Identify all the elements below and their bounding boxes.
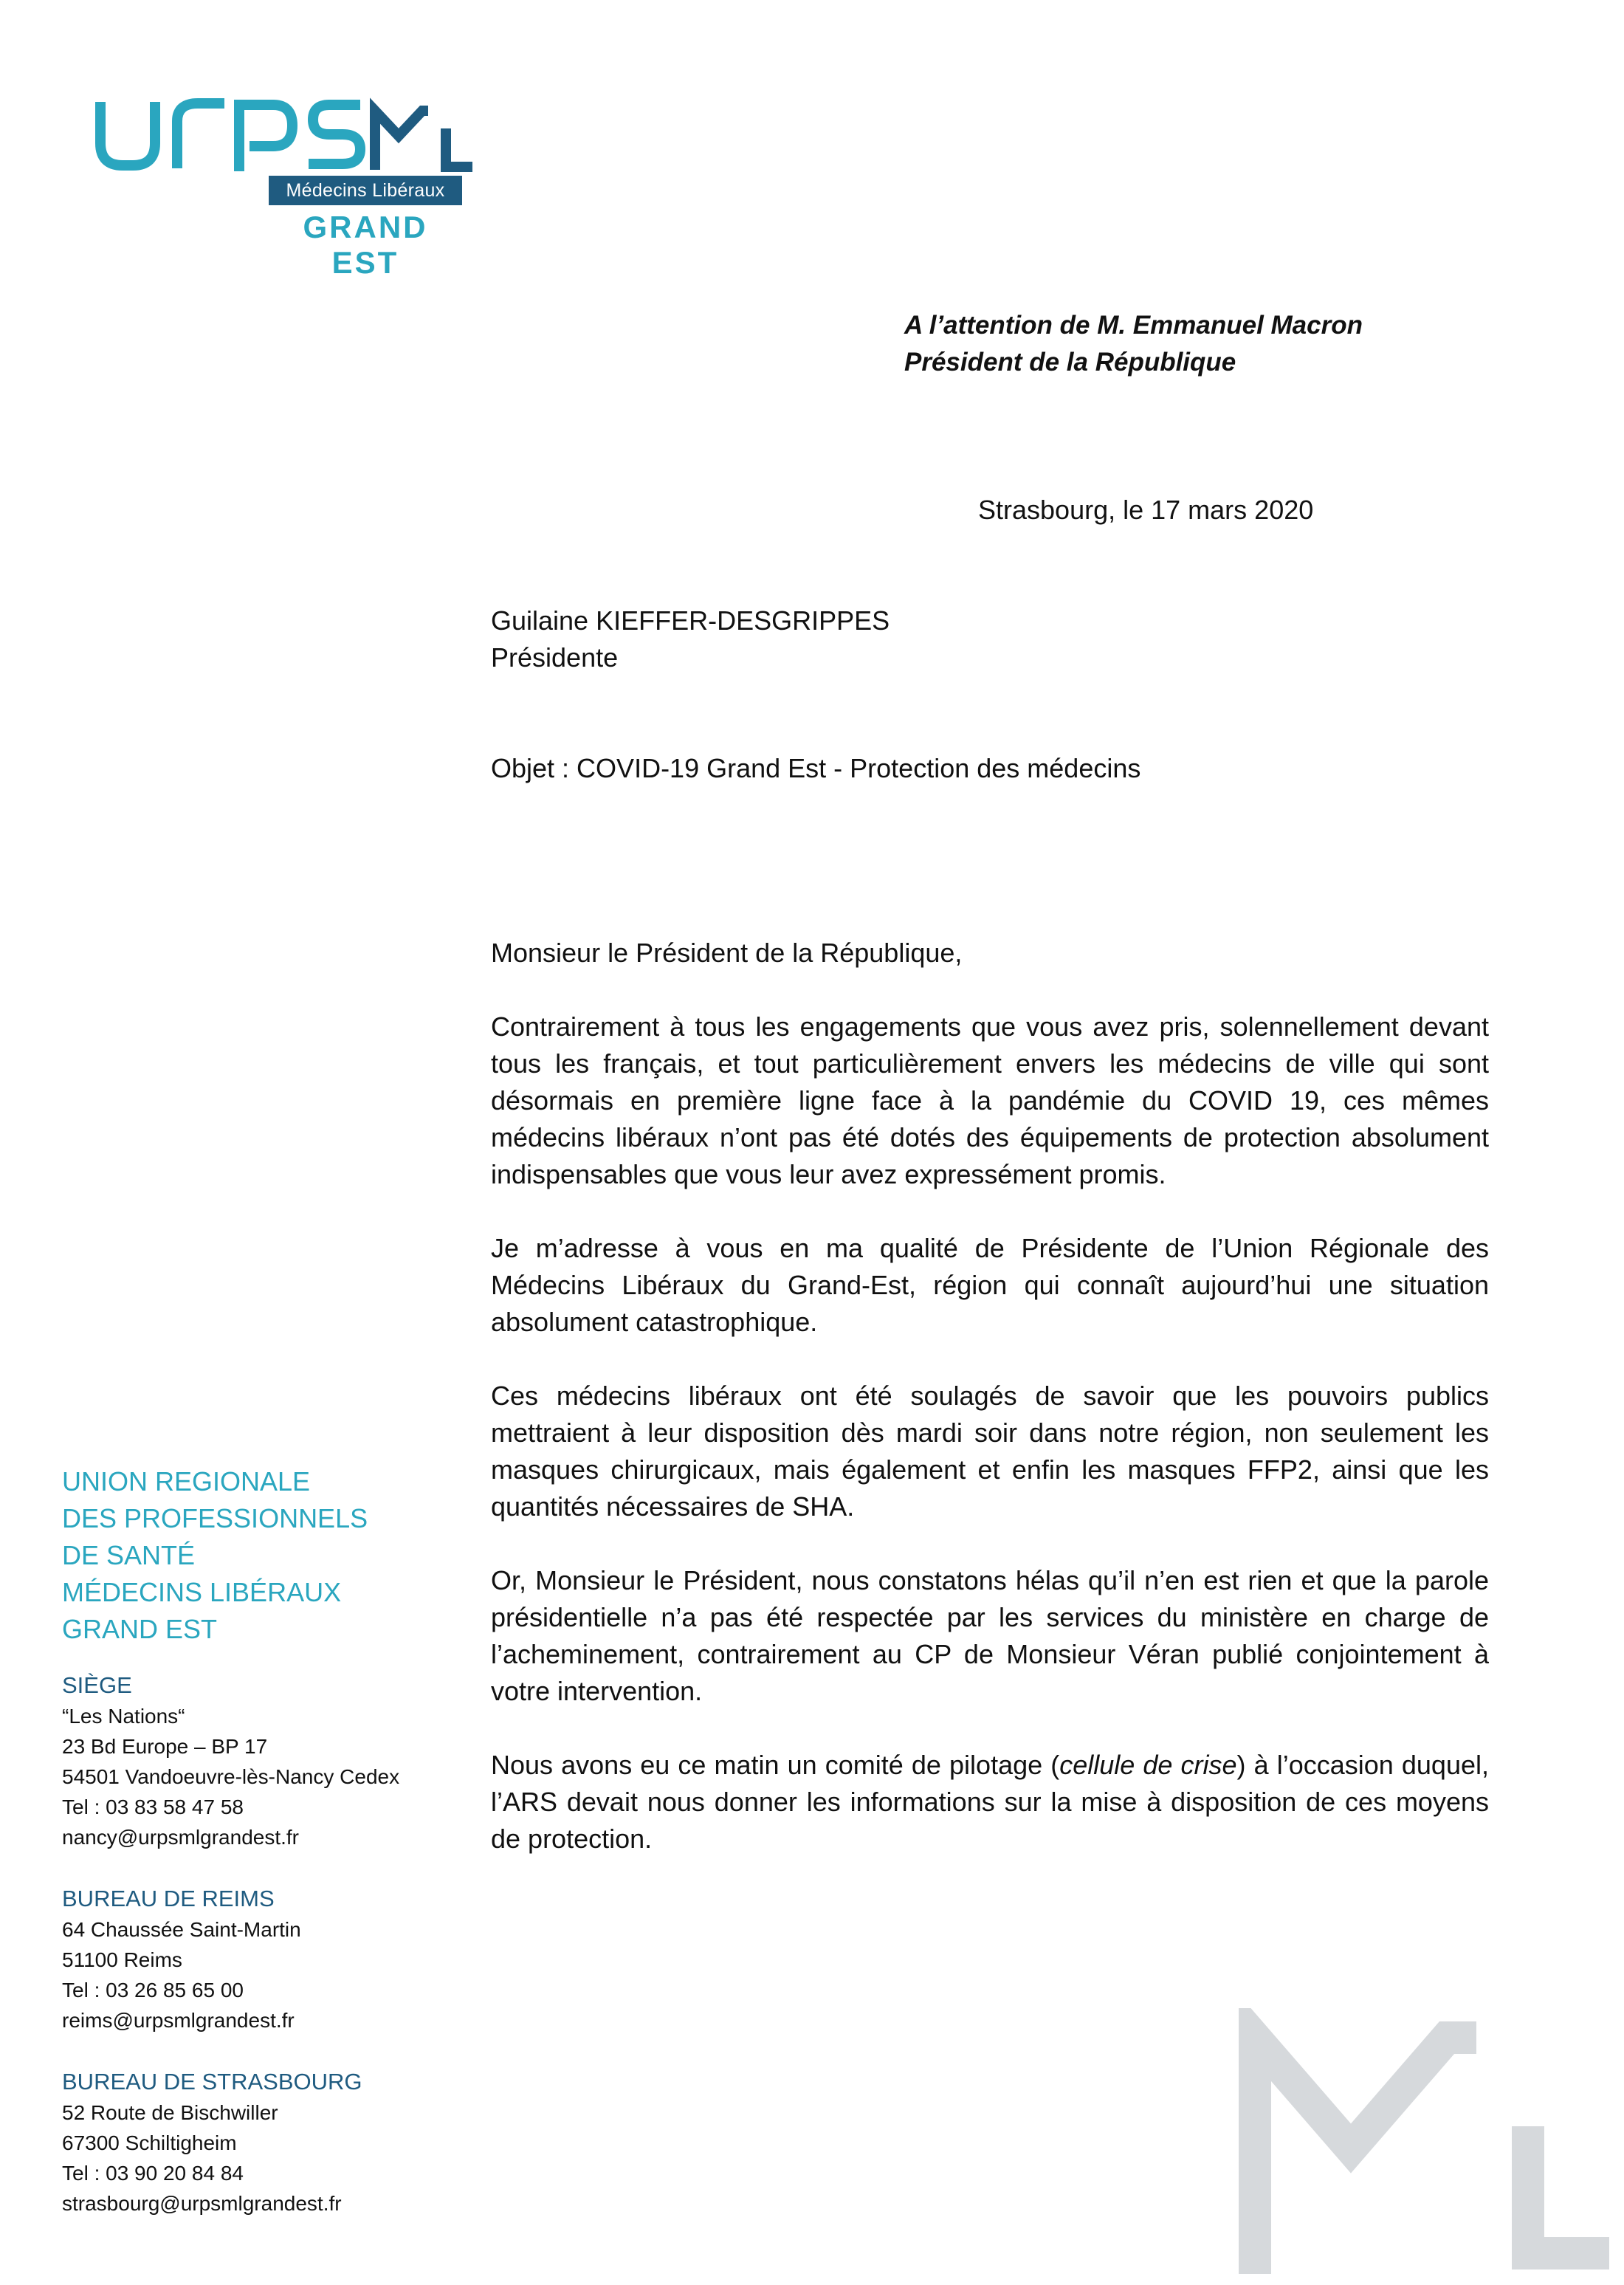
office-line: 64 Chaussée Saint-Martin (62, 1918, 301, 1941)
org-line: GRAND EST (62, 1614, 218, 1644)
office-line: 67300 Schiltigheim (62, 2131, 237, 2154)
office-line: Tel : 03 83 58 47 58 (62, 1796, 244, 1818)
office-siege (62, 1670, 475, 1852)
paragraph-5-start: Nous avons eu ce matin un comité de pilotage ( (491, 1750, 1060, 1780)
paragraph-2: Je m’adresse à vous en ma qualité de Présidente de l’Union Régionale des Médecins Libéraux du Grand-Est, région qui connaît aujourd’hui une situation absolument catastrophique. (491, 1233, 1489, 1337)
letter-body (491, 935, 1489, 1894)
date-line: Strasbourg, le 17 mars 2020 (978, 495, 1314, 525)
recipient-line-2: Président de la République (904, 348, 1236, 377)
org-line: MÉDECINS LIBÉRAUX (62, 1577, 342, 1607)
office-line: 52 Route de Bischwiller (62, 2101, 278, 2124)
office-email: nancy@urpsmlgrandest.fr (62, 1826, 300, 1849)
paragraph-5-end: ) à l’occasion duquel, l’ARS devait nous donner les informations sur la mise à disposition de ces moyens de protection. (491, 1750, 1489, 1854)
recipient-line-1: A l’attention de M. Emmanuel Macron (904, 311, 1363, 340)
paragraph-5 (491, 1747, 1489, 1858)
sender-block (491, 602, 890, 676)
sender-role: Présidente (491, 642, 619, 673)
recipient-block (904, 307, 1363, 381)
office-line: 51100 Reims (62, 1948, 182, 1971)
paragraph-3: Ces médecins libéraux ont été soulagés de savoir que les pouvoirs publics mettraient à leur disposition dès mardi soir dans notre région, non seulement les masques chirurgicaux, mais également et enfin les masques FFP2, ainsi que les quantités nécessaires de SHA. (491, 1381, 1489, 1522)
logo-region: GRAND EST (303, 210, 428, 280)
paragraph-1: Contrairement à tous les engagements que vous avez pris, solennellement devant tous les français, et tout particulièrement envers les médecins de ville qui sont désormais en première ligne face à la pandémie du COVID 19, ces mêmes médecins libéraux n’ont pas été dotés des équipements de protection absolument indispensables que vous leur avez expressément promis. (491, 1011, 1489, 1189)
office-line: Tel : 03 90 20 84 84 (62, 2162, 244, 2185)
office-strasbourg (62, 2066, 475, 2219)
office-line: “Les Nations“ (62, 1705, 185, 1728)
office-title: BUREAU DE STRASBOURG (62, 2069, 362, 2095)
salutation: Monsieur le Président de la République, (491, 938, 963, 968)
org-line: DE SANTÉ (62, 1540, 196, 1570)
ml-watermark-icon (1225, 2008, 1609, 2274)
ml-watermark (1225, 2008, 1609, 2274)
office-line: 54501 Vandoeuvre-lès-Nancy Cedex (62, 1765, 400, 1788)
org-line: DES PROFESSIONNELS (62, 1503, 368, 1533)
urpsml-logo (94, 95, 478, 280)
office-title: SIÈGE (62, 1672, 132, 1698)
urpsml-wordmark-icon (94, 95, 478, 176)
logo-tagline: Médecins Libéraux (269, 176, 462, 205)
organization-name (62, 1463, 475, 1648)
office-reims (62, 1883, 475, 2035)
sidebar-contacts (62, 1463, 475, 2250)
office-email: strasbourg@urpsmlgrandest.fr (62, 2192, 342, 2215)
office-line: Tel : 03 26 85 65 00 (62, 1979, 244, 2001)
office-email: reims@urpsmlgrandest.fr (62, 2009, 295, 2032)
paragraph-4: Or, Monsieur le Président, nous constatons hélas qu’il n’en est rien et que la parole présidentielle n’a pas été respectée par les services du ministère en charge de l’acheminement, contrairement au CP de Monsieur Véran publié conjointement à votre intervention. (491, 1565, 1489, 1706)
subject-line: Objet : COVID-19 Grand Est - Protection des médecins (491, 753, 1141, 783)
paragraph-5-italic: cellule de crise (1059, 1750, 1237, 1780)
office-line: 23 Bd Europe – BP 17 (62, 1735, 268, 1758)
org-line: UNION REGIONALE (62, 1466, 311, 1497)
office-title: BUREAU DE REIMS (62, 1886, 275, 1911)
sender-name: Guilaine KIEFFER-DESGRIPPES (491, 605, 890, 636)
